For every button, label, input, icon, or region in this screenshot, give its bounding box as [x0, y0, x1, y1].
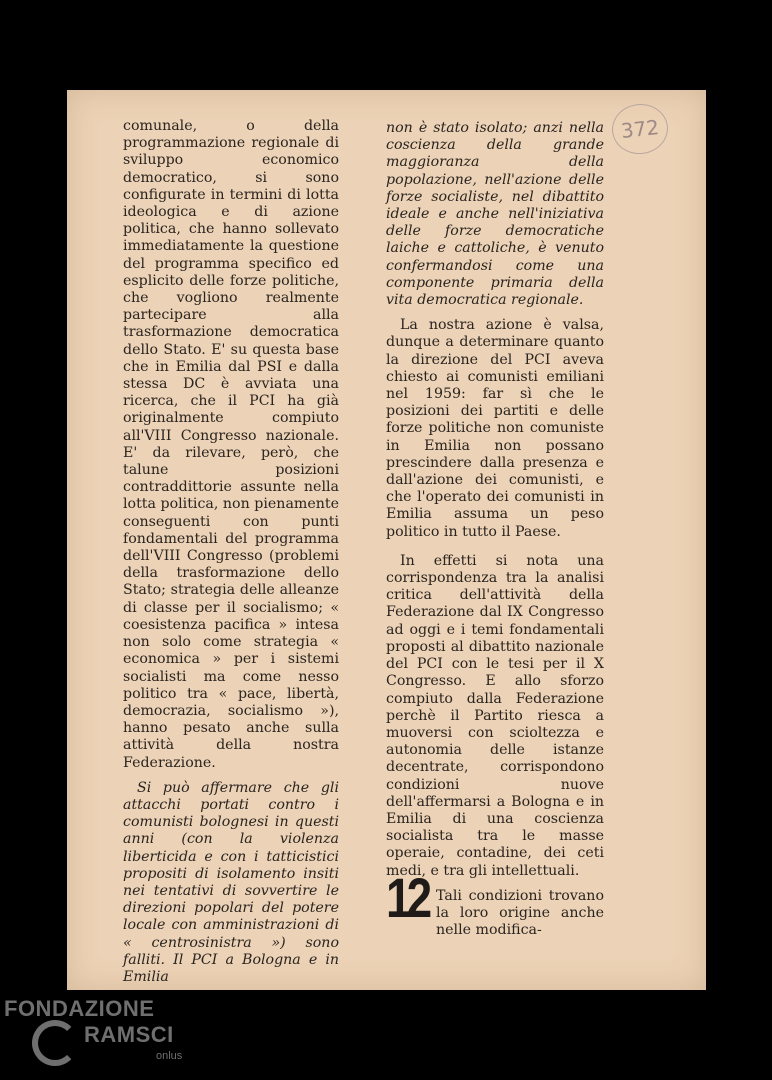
- right-paragraph-3: In effetti si nota una corrispondenza tra la analisi critica dell'attività della Federazione dal IX Congresso ad oggi e i temi fondamentali proposti al dibattito nazionale del PCI con le tesi per il X Congresso. E allo sforzo compiuto dalla Federazione perchè il Partito riesca a muoversi con scioltezza e autonomia delle istanze decentrate, corrispondono condizioni nuove dell'affermarsi a Bologna e in Emilia di una coscienza socialista tra le masse operaie, contadine, dei ceti medi, e tra gli intellettuali.: [386, 552, 604, 879]
- page-number-block: [386, 866, 604, 939]
- document-page: [67, 90, 706, 990]
- page-number-text: Tali condizioni trovano la loro origine anche nelle modifica-: [436, 888, 604, 939]
- archive-stamp: [610, 101, 671, 157]
- watermark-g-icon: [32, 1020, 78, 1066]
- right-column: [386, 120, 604, 880]
- page-number: 12: [386, 866, 428, 929]
- left-column: [123, 118, 339, 986]
- watermark-line-1: FONDAZIONE: [4, 996, 155, 1021]
- right-paragraph-2: La nostra azione è valsa, dunque a determinare quanto la direzione del PCI aveva chiesto ai comunisti emiliani nel 1959: far sì che le posizioni dei partiti e delle forze politiche non comuniste in Emilia non possano prescindere dalla presenza e dall'azione dei comunisti, e che l'operato dei comunisti in Emilia assuma un peso politico in tutto il Paese.: [386, 317, 604, 540]
- watermark-logo: [4, 996, 204, 1076]
- right-paragraph-1: non è stato isolato; anzi nella coscienza della grande maggioranza della popolazione, nell'azione delle forze socialiste, nel dibattito ideale e anche nell'iniziativa delle forze democratiche laiche e cattoliche, è venuto confermandosi come una componente primaria della vita democratica regionale.: [386, 120, 604, 309]
- left-paragraph-2: Si può affermare che gli attacchi portati contro i comunisti bolognesi in questi anni (con la violenza liberticida e con i tatticistici propositi di isolamento insiti nei tentativi di sovvertire le direzioni popolari del potere locale con amministrazioni di « centrosinistra ») sono falliti. Il PCI a Bologna e in Emilia: [123, 779, 339, 985]
- left-paragraph-1: comunale, o della programmazione regionale di sviluppo economico democratico, si sono configurate in termini di lotta ideologica e di azione politica, che hanno sollevato immediatamente la questione del programma specifico ed esplicito delle forze politiche, che vogliono realmente partecipare alla trasformazione democratica dello Stato. E' su questa base che in Emilia dal PSI e dalla stessa DC è avviata una ricerca, che il PCI ha già originalmente compiuto all'VIII Congresso nazionale. E' da rilevare, però, che talune posizioni contraddittorie assunte nella lotta politica, non pienamente conseguenti con punti fondamentali del programma dell'VIII Congresso (problemi della trasformazione dello Stato; strategia delle alleanze di classe per il socialismo; « coesistenza pacifica » intesa non solo come strategia « economica » per i sistemi socialisti ma come nesso politico tra « pace, libertà, democrazia, socialismo »), hanno pesato anche sulla attività della nostra Federazione.: [123, 118, 339, 771]
- watermark-line-3: onlus: [156, 1050, 183, 1062]
- archive-number: 372: [619, 115, 661, 143]
- watermark-line-2: RAMSCI: [84, 1022, 174, 1047]
